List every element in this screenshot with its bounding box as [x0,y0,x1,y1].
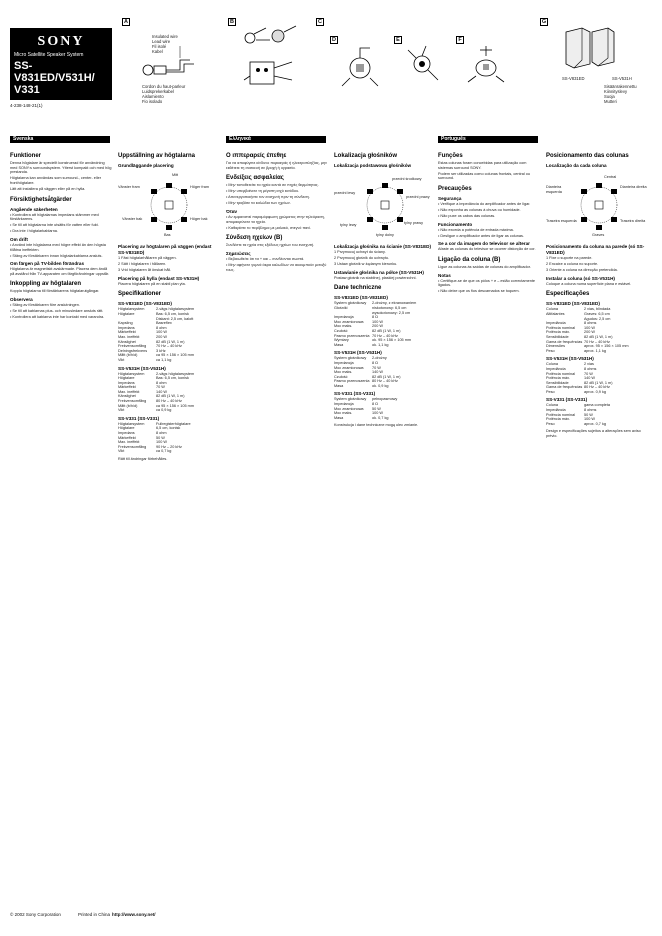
spec-key: Moc maks. [334,370,353,375]
spec-key: Impedans [118,380,135,385]
diagram2-label-surround-right: tylny prawy [404,221,423,225]
spec-key: Märkeffekt [118,330,136,335]
spec-key: Impedância [546,366,566,371]
spec-value: Graves: 6,5 cm [584,311,610,316]
spec-key: Głośniki [334,305,348,310]
spec-table-c4-1 [334,301,436,347]
spec-value: 82 dB (1 W, 1 m) [584,334,613,339]
spec-value: 2-drożny [372,356,387,361]
spec-key: Känslighet [118,339,136,344]
diagram3-label-center: Central [604,175,617,179]
figure-label-c: C [316,18,324,26]
spec-value: 2-vägs högtalarsystem [156,307,195,312]
diagram3-label-front-right: Dianteira direita [620,185,647,189]
heading-funktioner: Funktioner [10,153,41,159]
spec-key: Potência máx. [546,330,571,335]
spec-key: Högtalare [118,426,135,431]
spec-key: Moc znamionowa [334,365,364,370]
spec-value: aprox. 95 × 156 × 105 mm [584,344,629,349]
spec-value: 82 dB (1 W, 1 m) [156,339,185,344]
spec-table-c4-2 [334,356,436,388]
figure-label-g: G [541,19,547,25]
spec-value: aprox. 0,9 kg [584,389,606,394]
spec-table-c2-1 [118,307,220,362]
spec-key: Moc maks. [334,324,353,329]
spec-key: System głośnikowy [334,301,367,306]
spec-key: Potência máx. [546,376,571,381]
spec-key: Moc maks. [334,411,353,416]
diagram1-label-sub: Bas [164,233,171,237]
spec-key: Pasmo przenoszenia [334,333,370,338]
diagram3-label-surround-right: Traseira direita [620,219,646,223]
spec-table-c6-3 [546,403,652,426]
spec-key: Max. ineffekt [118,389,140,394]
spec-key: Frekvensomfång [118,444,147,449]
spec-key: Högtalare [118,376,135,381]
spec-key: Impedancja [334,402,354,407]
spec-value: Bas: 6,5 cm, konisk [156,311,189,316]
spec-value: 80 Hz – 40 kHz [372,379,398,384]
spec-value: 70 Hz – 40 kHz [584,339,610,344]
spec-key: Moc znamionowa [334,319,364,324]
spec-key: Potência nominal [546,412,576,417]
spec-table-c6-1 [546,307,652,353]
spec-value: 140 W [156,389,167,394]
footer-url[interactable]: http://www.sony.net/ [112,912,156,917]
spec-value: 50 W [156,435,165,440]
spec-key: Potência nominal [546,371,576,376]
spec-value: Diskant: 2,5 cm, kalott [156,316,194,321]
spec-value: 8 ohm [156,431,167,436]
spec-value: 200 W [372,324,383,329]
spec-value: 70 W [584,371,593,376]
spec-value: 82 dB (1 W, 1 m) [584,380,613,385]
spec-value: Agudos: 2,5 cm [584,316,611,321]
spec-value: ca 95 × 156 × 105 mm [156,353,194,358]
heading-funcoes: Funções [438,153,463,159]
heading-precaucoes: Precauções [438,185,472,192]
spec-value: 90 Hz – 20 kHz [156,444,182,449]
spec-value: 8 ohm [156,380,167,385]
column-6: Posicionamento das colunas Localização da cada coluna Central Dianteira esquerda Dianteira direita Traseira esquerda Traseira direita Graves Posicionamento da coluna na parede (só SS-V831ED) 1 Fixe o suporte na parede. 2 Encaixe a coluna no suporte. 3 Oriente a coluna na direcção pretendida. Instalar a coluna (só SS-V531H) Coloque a coluna numa superfície plana e estável. Especificações SS-V831ED (SS-V831ED) Coluna 2 vias, blindada Altifalantes Graves: 6,5 cm Agudos: 2,5 cm Impedância 8 ohms Potência nominal 100 W Potência máx. 200 W Sensibilidade 82 dB (1 W, 1 m) Gama de frequências 70 Hz – 40 kHz Dimensões aprox. 95 × 156 × 105 mm Peso aprox. 1,1 kg SS-V531H (SS-V531H) Coluna 2 vias Impedância 8 ohms Potência nominal 70 W Potência máx. 140 W Sensibilidade 82 dB (1 W, 1 m) Gama de frequências 80 Hz – 40 kHz Peso aprox. 0,9 kg SS-V331 (SS-V331) Coluna gama completa Impedância 8 ohms Potência nominal 50 W Potência máx. 100 W Peso aprox. 0,7 kg Design e especificações sujeitos a alterações sem aviso prévio. [546,148,652,440]
heading-dane-techniczne: Dane techniczne [334,285,382,292]
spec-value: 140 W [372,370,383,375]
spec-key: Sensibilidade [546,380,569,385]
spec-table-c2-2 [118,372,220,413]
spec-row [546,349,652,354]
heading-especificacoes: Especificações [546,291,590,298]
brand-logo: SONY [37,34,85,49]
spec-key: Mått (b/h/d) [118,403,138,408]
diagram3-label-sub: Graves [592,233,605,237]
cover-block [10,28,112,100]
figure-d-illustration [338,42,386,90]
section-bar-greek: Ελληνικά [226,136,326,143]
spec-key: Moc znamionowa [334,406,364,411]
spec-value: 100 W [156,330,167,335]
spec-table-c2-3 [118,422,220,454]
spec-key: Potência máx. [546,417,571,422]
diagram2-label-sub: tylny dolny [376,233,394,237]
model-line-2: V331 [14,84,40,96]
spec-value: Bas: 6,5 cm, konisk [156,376,189,381]
figure-g-illustration [560,24,616,74]
spec-value: 2 vias [584,362,594,367]
spec-key: Coluna [546,307,559,312]
figure-g-callout: Sisäänrakennettu Kiinnityslevy Suoja Mutteri [604,84,637,104]
diagram2-label-surround-left: tylny lewy [340,223,357,227]
spec-key: Wymiary [334,338,349,343]
spec-key: Peso [546,421,555,426]
spec-value: ok. 0,7 kg [372,415,389,420]
spec-value: 8 Ω [372,360,379,365]
spec-value: 6,5 cm, konisk [156,426,181,431]
spec-value: 100 W [372,411,383,416]
spec-key: Känslighet [118,394,136,399]
spec-key: Gama de frequências [546,385,583,390]
spec-value: 3 kHz [156,348,166,353]
spec-row [118,408,220,413]
spec-value: 70 W [372,365,381,370]
spec-value: wysokotonowy: 2,5 cm [372,310,411,315]
figure-b-illustration [236,22,306,92]
spec-key: Altifalantes [546,311,565,316]
figure-label-d: D [330,36,338,44]
diagram2-label-front-left: przedni lewy [334,191,356,195]
spec-value: 200 W [156,334,167,339]
diagram1-label-surround-left: Vänster bak [122,217,143,221]
spec-key: Impedancja [334,315,354,320]
document-code: 4-238-148-21(1) [10,103,43,108]
heading-connect-greek: Σύνδεση ηχείων (B) [226,235,283,242]
heading-ligacao: Ligação da coluna (B) [438,256,501,263]
spec-key: Vikt [118,408,125,413]
spec-key: Czułość [334,328,348,333]
figure-g-model-1: SS-V831ED [562,76,585,81]
spec-value: ca 95 × 156 × 105 mm [156,403,194,408]
spec-key: Peso [546,389,555,394]
spec-value: 82 dB (1 W, 1 m) [372,374,401,379]
column-2: Uppställning av högtalarna Grundläggande placering Mitt Vänster fram Höger fram Vänster bak Höger bak Bas Placering av högtalaren på väggen (endast SS-V831ED) 1 Fäst högtalarhållaren på väggen. 2 Sätt i högtalaren i hållaren. 3 Vrid högtalaren åt önskat håll. Placering på hylla (endast SS-V531H) Placera högtalaren på en stabil plan yta. Specifikationer SS-V831ED (SS-V831ED) Högtalarsystem 2-vägs högtalarsystem Högtalare Bas: 6,5 cm, konisk Diskant: 2,5 cm, kalott Kapsling Basreflex Impedans 8 ohm Märkeffekt 100 W Max. ineffekt 200 W Känslighet 82 dB (1 W, 1 m) Frekvensomfång 70 Hz – 40 kHz Delningsfrekvens 3 kHz Mått (b/h/d) ca 95 × 156 × 105 mm Vikt ca 1,1 kg SS-V531H (SS-V531H) Högtalarsystem 2-vägs högtalarsystem Högtalare Bas: 6,5 cm, konisk Impedans 8 ohm Märkeffekt 70 W Max. ineffekt 140 W Känslighet 82 dB (1 W, 1 m) Frekvensomfång 80 Hz – 40 kHz Mått (b/h/d) ca 95 × 156 × 105 mm Vikt ca 0,9 kg SS-V331 (SS-V331) Högtalarsystem Fullregisterhögtalare Högtalare 6,5 cm, konisk Impedans 8 ohm Märkeffekt 50 W Max. ineffekt 100 W Frekvensomfång 90 Hz – 20 kHz Vikt ca 0,7 kg Rätt till ändringar förbehålles. [118,148,220,463]
figure-label-f: F [456,36,464,44]
figure-f-illustration [464,42,508,86]
spec-key: Frekvensomfång [118,399,147,404]
spec-value: 80 Hz – 40 kHz [156,399,182,404]
spec-value: Basreflex [156,321,172,326]
spec-key: Impedância [546,321,566,326]
column-3: Ο ιππεραρείς έπεθηε Για να αποφύγετε κίνδυνο πυρκαγιάς ή ηλεκτροπληξίας, μην εκθέτετε τη συσκευή σε βροχή ή υγρασία. Ενδείξεις ασφαλείας • Μην τοποθετείτε τα ηχεία κοντά σε πηγές θερμότητας. • Μην υπερβαίνετε τη μέγιστη ισχύ εισόδου. • Απενεργοποιήστε τον ενισχυτή πριν τη σύνδεση. • Μην τραβάτε τα καλώδια των ηχείων. Όταν • Αν εμφανιστεί παραμόρφωση χρώματος στην τηλεόραση, απομακρύνετε τα ηχεία. • Καθαρίστε το περίβλημα με μαλακό, στεγνό πανί. Σύνδεση ηχείων (B) Συνδέστε τα ηχεία στις εξόδους ηχείων του ενισχυτή. Σημειώσεις • Βεβαιωθείτε ότι τα + και – συνδέονται σωστά. • Μην αφήνετε γυμνά άκρα καλωδίων να ακουμπούν μεταξύ τους. [226,153,328,272]
spec-value: 100 W [372,319,383,324]
column-5: Funções Estas colunas foram concebidas para utilização com sistemas surround SONY. Podem ser utilizadas como colunas frontais, central ou surround. Precauções Segurança • Verifique a impedância do amplificador antes de ligar. • Não exponha as colunas à chuva ou humidade. • Não puxe os cabos das colunas. Funcionamento • Não exceda a potência de entrada máxima. • Desligue o amplificador antes de ligar as colunas. Se a cor da imagem do televisor se alterar Afaste as colunas do televisor se ocorrer distorção de cor. Ligação da coluna (B) Ligue as colunas às saídas de colunas do amplificador. Notas • Certifique-se de que os pólos + e – estão correctamente ligados. • Não deixe que os fios descarnados se toquem. [438,148,540,295]
spec-key: Impedans [118,325,135,330]
spec-key: Max. ineffekt [118,334,140,339]
heading-forsiktighet: Försiktighetsåtgärder [10,196,72,203]
spec-value: aprox. 1,1 kg [584,348,606,353]
column-4: Lokalizacja głośników Lokalizacja podstawowa głośników przedni środkowy przedni lewy przedni prawy tylny lewy tylny prawy tylny dolny Lokalizacja głośnika na ścianie (SS-V831ED) 1 Przymocuj uchwyt do ściany. 2 Przymocuj głośnik do uchwytu. 3 Ustaw głośnik w żądanym kierunku. Ustawianie głośnika na półce (SS-V531H) Postaw głośnik na stabilnej, płaskiej powierzchni. Dane techniczne SS-V831ED (SS-V831ED) System głośnikowy 2-drożny, z ekranowaniem Głośniki niskotonowy: 6,5 cm wysokotonowy: 2,5 cm Impedancja 8 Ω Moc znamionowa 100 W Moc maks. 200 W Czułość 82 dB (1 W, 1 m) Pasmo przenoszenia 70 Hz – 40 kHz Wymiary ok. 95 × 156 × 105 mm Masa ok. 1,1 kg SS-V531H (SS-V531H) System głośnikowy 2-drożny Impedancja 8 Ω Moc znamionowa 70 W Moc maks. 140 W Czułość 82 dB (1 W, 1 m) Pasmo przenoszenia 80 Hz – 40 kHz Masa ok. 0,9 kg SS-V331 (SS-V331) System głośnikowy pełnopasmowy Impedancja 8 Ω Moc znamionowa 50 W Moc maks. 100 W Masa ok. 0,7 kg Konstrukcja i dane techniczne mogą ulec zmianie. [334,148,436,430]
spec-value: Fullregisterhögtalare [156,421,191,426]
diagram1-label-front-left: Vänster fram [118,185,140,189]
spec-key: Coluna [546,403,559,408]
diagram3-label-surround-left: Traseira esquerda [546,219,577,223]
spec-key: Vikt [118,357,125,362]
model-line-1: SS-V831ED/V531H/ [14,60,95,84]
spec-row [334,384,436,389]
spec-value: 8 Ω [372,402,379,407]
placement-diagram-3 [546,169,652,241]
spec-key: Högtalare [118,311,135,316]
spec-value: 50 W [372,406,381,411]
spec-value: 140 W [584,376,595,381]
heading-safety-greek: Ενδείξεις ασφαλείας [226,175,284,182]
spec-value: ca 0,9 kg [156,408,172,413]
spec-key: Dimensões [546,344,565,349]
spec-table-c6-2 [546,362,652,394]
heading-posicionamento: Posicionamento das colunas [546,153,629,159]
spec-value: 50 W [584,412,593,417]
spec-value: 2-vägs högtalarsystem [156,371,195,376]
spec-value: 200 W [584,330,595,335]
spec-value: ok. 0,9 kg [372,383,389,388]
spec-key: Kapsling [118,321,133,326]
diagram2-label-front-right: przedni prawy [406,195,430,199]
spec-key: Czułość [334,374,348,379]
spec-key: System głośnikowy [334,356,367,361]
figure-e-illustration [402,42,446,86]
heading-uppstallning: Uppställning av högtalarna [118,153,196,159]
spec-key: Masa [334,342,344,347]
footer-copyright: © 2002 Sony Corporation [10,912,61,917]
spec-value: 8 ohm [156,325,167,330]
spec-key: Delningsfrekvens [118,348,148,353]
spec-value: ca 0,7 kg [156,449,172,454]
spec-value: 2 vias, blindada [584,307,611,312]
spec-row [118,449,220,454]
footer-printed: Printed in China [78,912,111,917]
figure-label-a: A [122,18,130,26]
placement-diagram-2 [334,169,436,241]
spec-key: Märkeffekt [118,385,136,390]
spec-key: Frekvensomfång [118,344,147,349]
spec-key: Impedancja [334,360,354,365]
product-subtitle: Micro Satellite Speaker System [14,52,84,58]
diagram3-label-front-left: Dianteira esquerda [546,185,562,194]
spec-key: Högtalarsystem [118,371,145,376]
spec-value: 2-drożny, z ekranowaniem [372,301,417,306]
spec-value: ok. 95 × 156 × 105 mm [372,338,412,343]
spec-key: Vikt [118,449,125,454]
spec-value: 100 W [584,325,595,330]
spec-value: 70 Hz – 40 kHz [156,344,182,349]
figure-label-e: E [394,36,402,44]
spec-key: Masa [334,383,344,388]
placement-diagram-1 [118,169,220,241]
figure-g-model-2: SS-V531H [612,76,632,81]
heading-lokalizacja: Lokalizacja głośników [334,153,398,159]
heading-inkoppling: Inkoppling av högtalaren [10,281,82,288]
diagram1-label-surround-right: Höger bak [190,217,208,221]
spec-value: aprox. 0,7 kg [584,421,606,426]
spec-value: 82 dB (1 W, 1 m) [372,328,401,333]
spec-value: 8 ohms [584,321,597,326]
spec-value: ok. 1,1 kg [372,342,389,347]
spec-value: niskotonowy: 6,5 cm [372,305,407,310]
spec-key: System głośnikowy [334,397,367,402]
figure-a-callout-bottom: Cordon du haut-parleur Luidsprekerkabel Aislamiento Fio isolado [142,84,186,104]
spec-value: 100 W [156,440,167,445]
spec-key: Potência nominal [546,325,576,330]
heading-specifikationer: Specifikationer [118,291,162,298]
spec-key: Pasmo przenoszenia [334,379,370,384]
diagram1-label-front-right: Höger fram [190,185,209,189]
figure-label-b: B [228,18,236,26]
column-1: Funktioner Denna högtalare är speciellt konstruerad för användning med SONY:s surroundsystem. Ytterst kompakt och med hög prestanda. Högtalarna kan användas som surround-, center- eller fronthögtalare. Lätt att installera på väggen eller på en hylla. Försiktighetsåtgärder Angående säkerheten • Kontrollera att högtalarnas impedans stämmer med förstärkarens. • Se till att högtalarna inte utsätts för vatten eller fukt. • Dra inte i högtalarkablarna. Om drift • Använd inte högtalarna med högre effekt än den högsta tillåtna ineffekten. • Stäng av förstärkaren innan högtalarkablarna ansluts. Om färgen på TV-bilden förändras Högtalarna är magnetiskt avskärmade. Placera dem ändå på avstånd från TV-apparaten om färgförändringar uppstår. Inkoppling av högtalaren Koppla högtalarna till förstärkarens högtalarutgångar. Observera • Stäng av förstärkaren före anslutningen. • Se till att kablarnas plus- och minusledare ansluts rätt. • Kontrollera att kablarna inte har kontakt med varandra. [10,153,112,320]
spec-key: Peso [546,348,555,353]
spec-value: 70 W [156,385,165,390]
spec-key: Märkeffekt [118,435,136,440]
spec-table-c4-3 [334,397,436,420]
spec-value: ca 1,1 kg [156,357,172,362]
spec-key: Mått (b/h/d) [118,353,138,358]
spec-row [546,390,652,395]
diagram2-label-center: przedni środkowy [392,177,422,181]
spec-value: 80 Hz – 40 kHz [584,385,610,390]
section-bar-svenska: Svenska [10,136,110,143]
spec-value: 70 Hz – 40 kHz [372,333,398,338]
spec-value: 8 ohms [584,366,597,371]
spec-value: gama completa [584,403,610,408]
spec-key: Högtalarsystem [118,421,145,426]
figure-a-callout-top: Insulated wire Lead wire Fil isolé Kabel [152,34,178,54]
spec-key: Coluna [546,362,559,367]
spec-row [546,422,652,427]
spec-key: Max. ineffekt [118,440,140,445]
spec-value: 8 ohms [584,408,597,413]
spec-row [118,358,220,363]
spec-key: Sensibilidade [546,334,569,339]
spec-key: Gama de frequências [546,339,583,344]
spec-key: Högtalarsystem [118,307,145,312]
spec-row [334,416,436,421]
spec-row [334,343,436,348]
spec-value: 82 dB (1 W, 1 m) [156,394,185,399]
spec-key: Masa [334,415,344,420]
spec-value: 100 W [584,417,595,422]
spec-value: pełnopasmowy [372,397,398,402]
spec-value: 8 Ω [372,315,379,320]
heading-notice-greek: Ο ιππεραρείς έπεθηε [226,153,287,159]
section-bar-portugues: Português [438,136,538,143]
diagram1-label-center: Mitt [172,173,179,177]
spec-key: Impedância [546,408,566,413]
spec-key: Impedans [118,431,135,436]
